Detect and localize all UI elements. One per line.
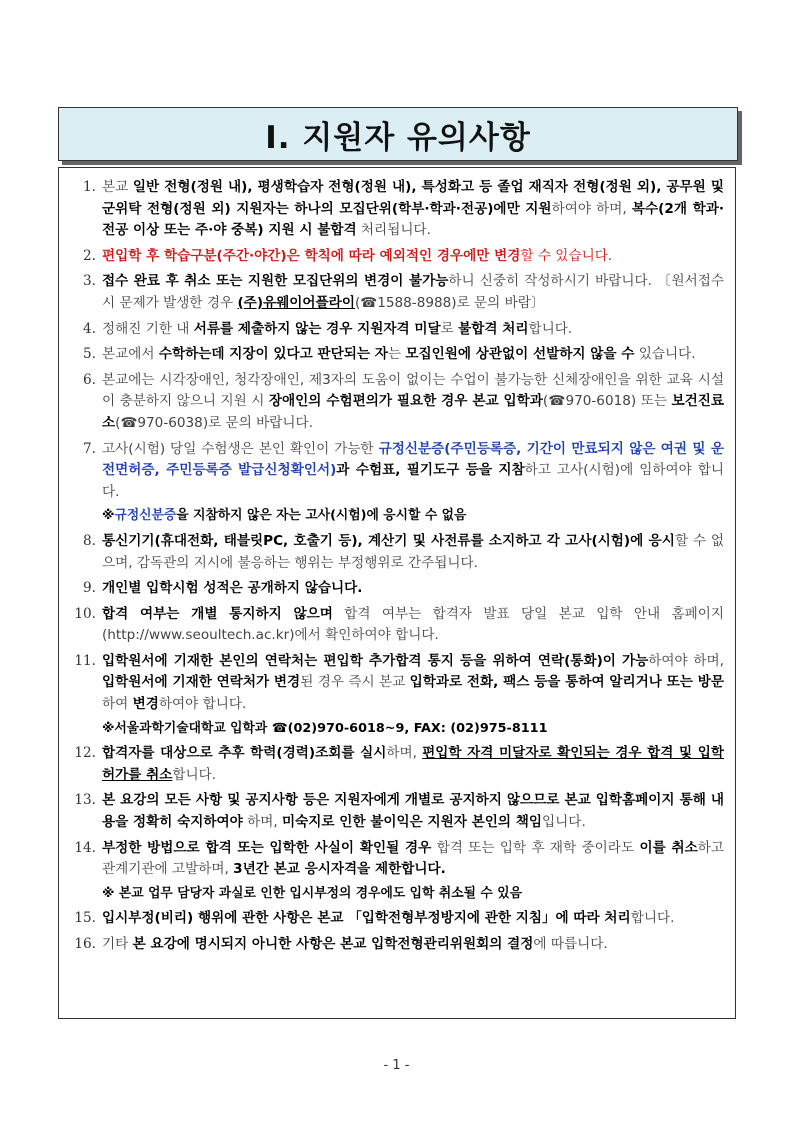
notice-item-text: [102, 578, 724, 600]
notice-text-segment: 보건진료소: [102, 393, 724, 431]
notice-text-segment: 변경: [132, 696, 159, 713]
section-title-box: [58, 107, 738, 161]
notice-list-box: [58, 167, 736, 1019]
note-text-segment: 규정신분증: [114, 508, 177, 524]
notice-item-text: [102, 370, 724, 435]
notice-item: [70, 439, 724, 527]
note-text-segment: ※: [102, 508, 115, 524]
notice-item: [70, 908, 724, 930]
notice-text-segment: 입학원서에 기재한 본인의 연락처는 편입학 추가합격 통지 등을 위하여 연락(통화)이 가능: [102, 652, 649, 669]
notice-item-text: [102, 246, 724, 268]
notice-item: [70, 604, 724, 647]
notice-item-note: [102, 505, 724, 527]
notice-text-segment: 하고 관계기관에 고발하며,: [102, 839, 724, 878]
notice-item: [70, 578, 724, 600]
notice-text-segment: 일반 전형(정원 내), 평생학습자 전형(정원 내), 특성화고 등 졸업 재직자 전형(정원 외), 공무원 및 군위탁 전형(정원 외) 지원자는 하나의 모집단위(학부·학과·전공)에만 지원: [102, 179, 724, 217]
page-number: - 1 -: [383, 1058, 410, 1073]
note-text-segment: 을 지참하지 않은 자는 고사(시험)에 응시할 수 없음: [176, 508, 467, 524]
notice-item-number: 4.: [83, 320, 96, 337]
notice-item: [70, 743, 724, 786]
notice-item: [70, 531, 724, 574]
notice-item-number: 6.: [83, 371, 96, 388]
notice-text-segment: 하며,: [242, 814, 283, 831]
notice-item-note: [102, 883, 724, 905]
notice-item: [70, 370, 724, 435]
notice-item-text: [102, 439, 724, 527]
notice-text-segment: 불합격 처리: [458, 320, 529, 337]
notice-text-segment: 에 따릅니다.: [533, 936, 608, 952]
notice-item-text: [102, 177, 724, 242]
notice-text-segment: 하여: [102, 696, 133, 713]
notice-item: [70, 934, 724, 956]
notice-text-segment: 장애인의 수험편의가 필요한 경우 본교 입학과: [268, 393, 543, 410]
notice-text-segment: 수학하는데 지장이 있다고 판단되는 자: [158, 346, 388, 363]
notice-text-segment: 하니 신중히 작성하시기 바랍니다. 〔원서접수 시 문제가 발생한 경우: [102, 273, 724, 311]
notice-text-segment: (☎970-6038)로 문의 바랍니다.: [115, 414, 314, 431]
notice-text-segment: 모집인원에 상관없이 선발하지 않을 수: [405, 346, 635, 363]
note-text-segment: ※서울과학기술대학교 입학과 ☎(02)970-6018~9, FAX: (02)975-8111: [102, 720, 548, 736]
notice-item: [70, 651, 724, 739]
notice-item-text: [102, 344, 724, 366]
notice-text-segment: 하여야 합니다.: [158, 696, 247, 713]
notice-text-segment: 있습니다.: [634, 346, 696, 363]
notice-item-text: [102, 838, 724, 905]
notice-item-number: 16.: [74, 936, 96, 952]
notice-text-segment: 이를 취소: [639, 839, 698, 856]
notice-text-segment: 합니다.: [172, 766, 217, 783]
notice-text-segment: 입시부정(비리) 행위에 관한 사항은 본교 「입학전형부정방지에 관한 지침」에 따라 처리: [102, 910, 631, 927]
notice-text-segment: 복수(2개 학과·전공 이상 또는 주·야 중복) 지원 시 불합격: [102, 200, 724, 239]
notice-text-segment: 정해진 기한 내: [102, 320, 194, 337]
notice-text-segment: 과 수험표, 필기도구 등을 지참: [336, 462, 525, 479]
notice-text-segment: 입학원서에 기재한 연락처가 변경: [102, 674, 301, 691]
notice-text-segment: 개인별 입학시험 성적은 공개하지 않습니다.: [102, 580, 363, 597]
notice-item-note: [102, 718, 724, 740]
notice-text-segment: 하여야 하며,: [551, 200, 632, 217]
notice-item-number: 8.: [83, 532, 96, 549]
notice-text-segment: 통신기기(휴대전화, 태블릿PC, 호출기 등), 계산기 및 사전류를 소지하고 각 고사(시험)에 응시: [102, 532, 675, 549]
notice-text-segment: 고사(시험) 당일 수험생은 본인 확인이 가능한: [102, 440, 379, 457]
notice-text-segment: (☎1588-8988)로 문의 바람〕: [354, 294, 545, 311]
notice-item: [70, 790, 724, 833]
notice-text-segment: 본 요강에 명시되지 아니한 사항은 본교 입학전형관리위원회의 결정: [132, 936, 534, 952]
notice-item-number: 13.: [74, 792, 96, 809]
notice-item-number: 15.: [74, 910, 96, 927]
notice-text-segment: 편입학 후 학습구분(주간·야간)은 학칙에 따라 예외적인 경우에만 변경: [102, 247, 521, 264]
notice-item: [70, 271, 724, 314]
section-numeral: Ⅰ: [265, 119, 278, 156]
notice-item-number: 10.: [74, 605, 96, 622]
notice-item-number: 9.: [83, 580, 96, 597]
notice-item-text: [102, 531, 724, 574]
notice-text-segment: 본교에는 시각장애인, 청각장애인, 제3자의 도움이 없이는 수업이 불가능한 신체장애인을 위한 교육 시설이 충분하지 않으니 지원 시: [102, 371, 724, 410]
notice-text-segment: 기타: [102, 936, 133, 952]
notice-text-segment: 합니다.: [630, 910, 675, 927]
notice-list: [70, 177, 724, 956]
notice-text-segment: 할 수 없으며, 감독관의 지시에 불응하는 행위는 부정행위로 간주됩니다.: [102, 532, 724, 571]
notice-text-segment: 본 요강의 모든 사항 및 공지사항 등은 지원자에게 개별로 공지하지 않으므로 본교 입학홈페이지 통해 내용을 정확히 숙지하여야: [102, 792, 724, 831]
notice-text-segment: 된 경우 즉시 본교: [300, 674, 410, 691]
notice-item-number: 12.: [74, 745, 96, 762]
notice-text-segment: 합격 여부는 합격자 발표 당일 본교 입학 안내 홈페이지(http://www.seoultech.ac.kr)에서 확인하여야 합니다.: [102, 605, 724, 644]
notice-text-segment: 는: [387, 346, 406, 363]
notice-item-text: [102, 604, 724, 647]
notice-text-segment: 합격자를 대상으로 추후 학력(경력)조회를 실시: [102, 745, 387, 762]
notice-item-text: [102, 319, 724, 341]
notice-item: [70, 319, 724, 341]
notice-text-segment: 합격 여부는 개별 통지하지 않으며: [102, 605, 333, 622]
notice-text-segment: 처리됩니다.: [356, 222, 431, 239]
notice-item: [70, 177, 724, 242]
notice-item: [70, 344, 724, 366]
notice-text-segment: 규정신분증(주민등록증, 기간이 만료되지 않은 여권 및 운전면허증, 주민등록증 발급신청확인서): [102, 440, 725, 479]
notice-item-text: [102, 908, 724, 930]
notice-item-text: [102, 743, 724, 786]
notice-text-segment: 서류를 제출하지 않는 경우 지원자격 미달: [193, 320, 441, 337]
notice-text-segment: 본교: [102, 179, 133, 195]
notice-item-number: 2.: [83, 247, 96, 264]
notice-text-segment: 하며,: [386, 745, 423, 762]
section-title-text: . 지원자 유의사항: [277, 119, 531, 156]
notice-text-segment: (주)유웨이어플라이: [237, 294, 355, 311]
notice-text-segment: 미숙지로 인한 불이익은 지원자 본인의 책임: [282, 814, 543, 831]
notice-text-segment: 하고 고사(시험)에 임하여야 합니다.: [102, 462, 724, 500]
notice-item-number: 11.: [74, 652, 96, 669]
notice-text-segment: 하여야 하며,: [648, 652, 724, 669]
notice-item-number: 1.: [83, 179, 96, 195]
notice-item-text: [102, 651, 724, 739]
notice-item-text: [102, 934, 724, 956]
notice-text-segment: 입니다.: [542, 814, 586, 831]
notice-item-text: [102, 790, 724, 833]
notice-text-segment: 입학과로 전화, 팩스 등을 통하여 알리거나 또는 방문: [409, 674, 724, 691]
notice-item-text: [102, 271, 724, 314]
notice-item-number: 3.: [83, 273, 96, 290]
notice-item-number: 14.: [74, 839, 96, 856]
notice-item-number: 7.: [83, 440, 96, 457]
section-title: [265, 112, 531, 157]
notice-item-number: 5.: [83, 346, 96, 363]
notice-text-segment: 본교에서: [102, 346, 159, 363]
notice-item: [70, 838, 724, 905]
notice-text-segment: 로: [440, 320, 459, 337]
notice-text-segment: 합격 또는 입학 후 재학 중이라도: [431, 839, 640, 856]
notice-text-segment: 3년간 본교 응시자격을 제한합니다.: [233, 861, 446, 878]
notice-text-segment: 편입학 자격 미달자로 확인되는 경우 합격 및 입학허가를 취소: [102, 745, 724, 783]
notice-text-segment: 할 수 있습니다.: [520, 247, 613, 264]
notice-text-segment: 합니다.: [528, 320, 573, 337]
notice-text-segment: 접수 완료 후 취소 또는 지원한 모집단위의 변경이 불가능: [102, 273, 449, 290]
notice-item: [70, 246, 724, 268]
note-text-segment: ※ 본교 업무 담당자 과실로 인한 입시부정의 경우에도 입학 취소될 수 있음: [102, 885, 522, 901]
notice-text-segment: 부정한 방법으로 합격 또는 입학한 사실이 확인될 경우: [102, 839, 432, 856]
notice-text-segment: (☎970-6018) 또는: [542, 393, 672, 410]
